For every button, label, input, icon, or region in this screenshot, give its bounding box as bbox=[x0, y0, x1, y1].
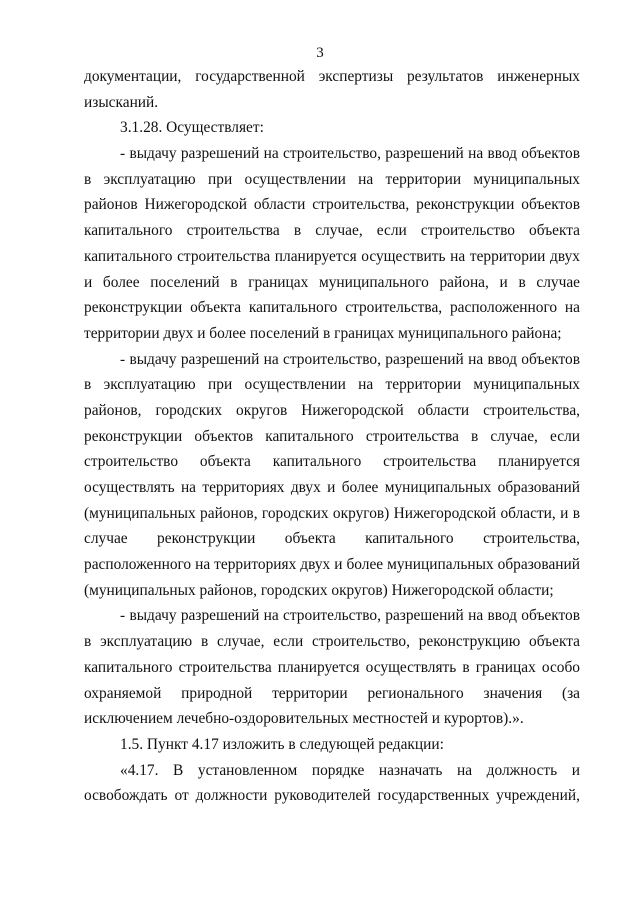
text-line: осуществлять на территориях двух и более муниципальных образований bbox=[84, 479, 580, 496]
text-line: в эксплуатацию в случае, если строительство, реконструкцию объекта bbox=[84, 633, 580, 651]
text-line: районов Нижегородской области строительства, реконструкции объектов bbox=[84, 196, 580, 214]
text-line: (муниципальных районов, городских округов) Нижегородской области, и в bbox=[84, 504, 580, 522]
text-line: освобождать от должности руководителей государственных учреждений, bbox=[84, 787, 580, 805]
text-line: 1.5. Пункт 4.17 изложить в следующей редакции: bbox=[120, 735, 444, 753]
text-line: капитального строительства планируется осуществлять в границах особо bbox=[84, 658, 580, 676]
text-line: в эксплуатацию при осуществлении на территории муниципальных bbox=[84, 376, 580, 394]
text-line: изысканий. bbox=[84, 93, 159, 111]
text-line: 3.1.28. Осуществляет: bbox=[120, 119, 264, 137]
text-line: «4.17. В установленном порядке назначать на должность и bbox=[120, 761, 580, 779]
text-line: охраняемой природной территории регионального значения (за bbox=[84, 684, 580, 702]
text-line: - выдачу разрешений на строительство, разрешений на ввод объектов bbox=[120, 607, 580, 625]
text-line: районов, городских округов Нижегородской области строительства, bbox=[84, 401, 580, 419]
text-line: расположенного на территориях двух и более муниципальных образований bbox=[84, 556, 580, 574]
text-line: реконструкции объекта капитального строительства, расположенного на bbox=[84, 299, 580, 317]
text-line: капитального строительства планируется осуществить на территории двух bbox=[84, 247, 580, 265]
text-line: территории двух и более поселений в границах муниципального района; bbox=[84, 324, 562, 342]
text-line: документации, государственной экспертизы результатов инженерных bbox=[84, 68, 580, 85]
text-line: - выдачу разрешений на строительство, разрешений на ввод объектов bbox=[120, 145, 580, 163]
text-line: исключением лечебно-оздоровительных местностей и курортов).». bbox=[84, 710, 524, 728]
text-line: строительство объекта капитального строительства планируется bbox=[84, 453, 580, 471]
page-number: 3 bbox=[316, 45, 324, 61]
text-line: реконструкции объектов капитального строительства в случае, если bbox=[84, 427, 580, 445]
text-line: и более поселений в границах муниципального района, и в случае bbox=[84, 273, 580, 291]
text-line: - выдачу разрешений на строительство, разрешений на ввод объектов bbox=[120, 350, 580, 368]
text-line: (муниципальных районов, городских округов) Нижегородской области; bbox=[84, 581, 554, 599]
document-body bbox=[84, 64, 580, 809]
text-line: случае реконструкции объекта капитального строительства, bbox=[84, 530, 580, 548]
text-line: в эксплуатацию при осуществлении на территории муниципальных bbox=[84, 170, 580, 188]
text-line: капитального строительства в случае, если строительство объекта bbox=[84, 222, 580, 240]
